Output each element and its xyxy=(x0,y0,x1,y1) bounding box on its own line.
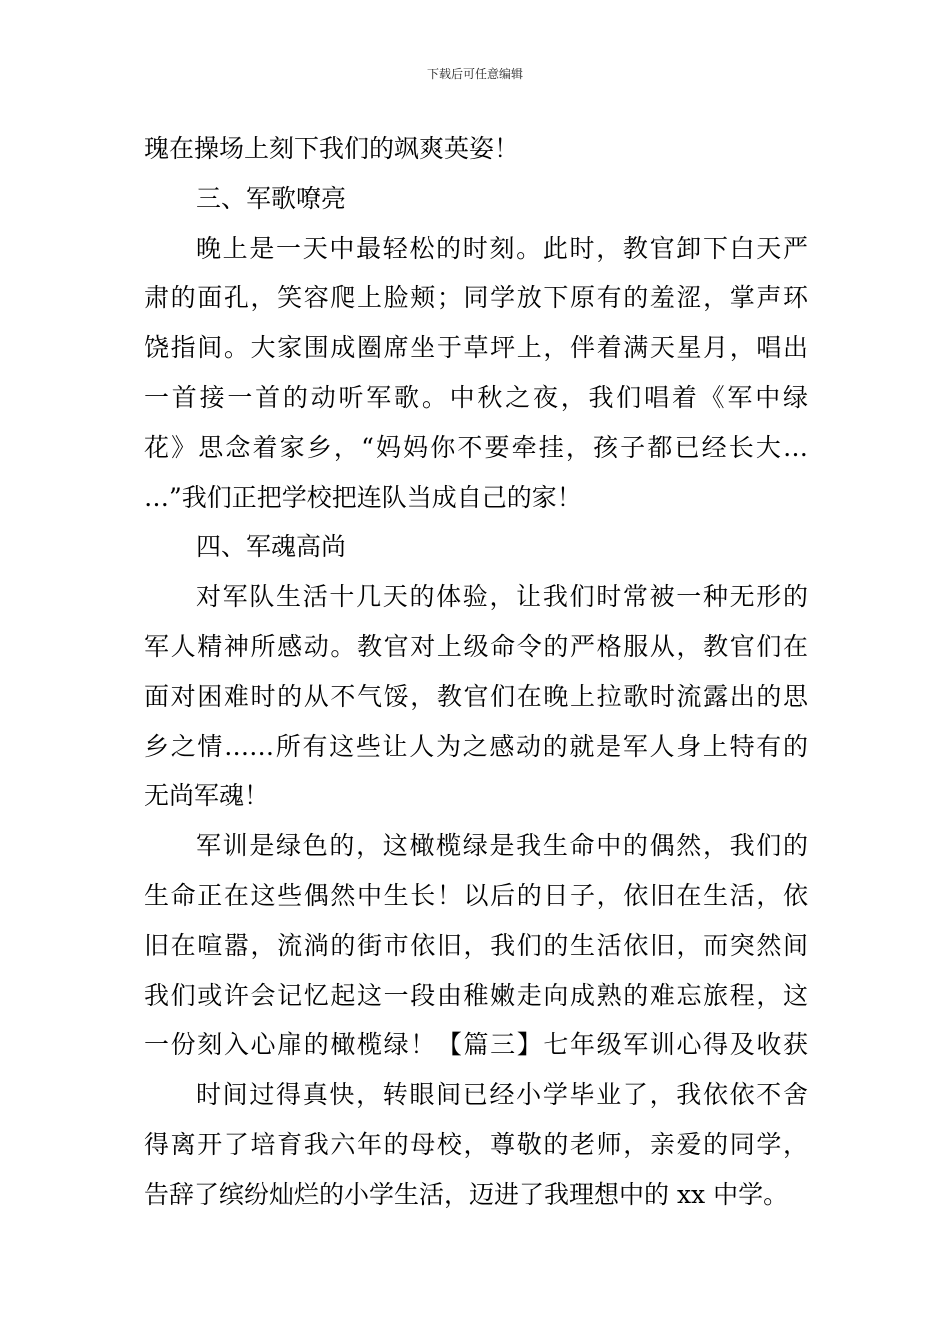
text-line: 无尚军魂！ xyxy=(144,781,270,811)
text-line: 三、军歌嘹亮 xyxy=(196,183,347,213)
text-line: 军训是绿色的，这橄榄绿是我生命中的偶然，我们的 xyxy=(196,831,808,861)
text-line: 对军队生活十几天的体验，让我们时常被一种无形的 xyxy=(196,582,808,612)
text-line: 晚上是一天中最轻松的时刻。此时，教官卸下白天严 xyxy=(196,233,808,263)
text-line: 花》思念着家乡，“妈妈你不要牵挂，孩子都已经长大… xyxy=(144,432,808,462)
text-line: 旧在喧嚣，流淌的街市依旧，我们的生活依旧，而突然间 xyxy=(144,930,808,960)
text-line: 乡之情……所有这些让人为之感动的就是军人身上特有的 xyxy=(144,731,808,761)
text-line: 饶指间。大家围成圈席坐于草坪上，伴着满天星月，唱出 xyxy=(144,333,808,363)
text-line: 一份刻入心扉的橄榄绿！【篇三】七年级军训心得及收获 xyxy=(144,1030,808,1060)
text-line: 四、军魂高尚 xyxy=(196,532,347,562)
text-line: 告辞了缤纷灿烂的小学生活，迈进了我理想中的 xx 中学。 xyxy=(144,1179,789,1209)
text-line: 得离开了培育我六年的母校，尊敬的老师，亲爱的同学， xyxy=(144,1129,808,1159)
text-line: …”我们正把学校把连队当成自己的家！ xyxy=(144,482,582,512)
text-line: 军人精神所感动。教官对上级命令的严格服从，教官们在 xyxy=(144,631,808,661)
text-line: 肃的面孔，笑容爬上脸颊；同学放下原有的羞涩，掌声环 xyxy=(144,283,808,313)
document-body xyxy=(144,124,808,1220)
page-header-note: 下载后可任意编辑 xyxy=(426,67,523,81)
text-line: 一首接一首的动听军歌。中秋之夜，我们唱着《军中绿 xyxy=(144,382,808,412)
text-line: 生命正在这些偶然中生长！以后的日子，依旧在生活，依 xyxy=(144,880,808,910)
text-line: 瑰在操场上刻下我们的飒爽英姿！ xyxy=(144,134,520,163)
text-line: 时间过得真快，转眼间已经小学毕业了，我依依不舍 xyxy=(196,1080,808,1110)
text-line: 我们或许会记忆起这一段由稚嫩走向成熟的难忘旅程，这 xyxy=(144,980,808,1010)
text-line: 面对困难时的从不气馁，教官们在晚上拉歌时流露出的思 xyxy=(144,681,808,711)
